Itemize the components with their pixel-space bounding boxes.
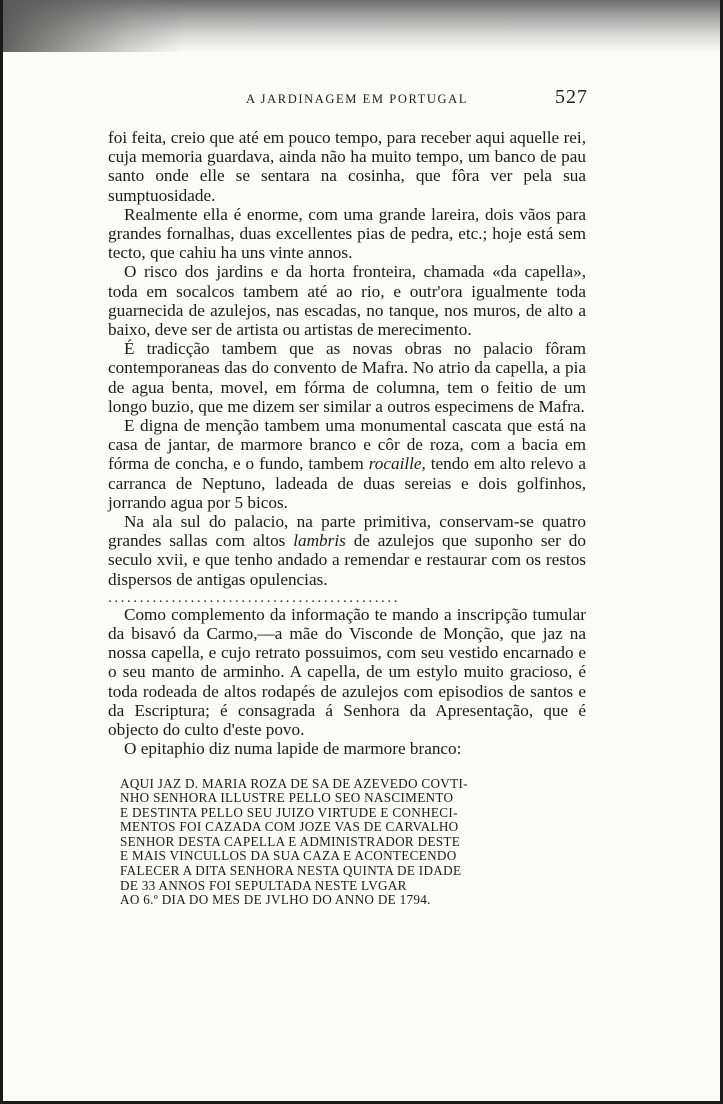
epitaph-line: SENHOR DESTA CAPELLA E ADMINISTRADOR DESTE: [120, 833, 461, 849]
paragraph-text: foi feita, creio que até em pouco tempo, para receber aqui aquelle rei, cuja memoria guardava, ainda não ha muito tempo, um banco de pau santo onde elle se sentara na cosinha, que fôra ver pela sua sumptuosidade.: [108, 128, 586, 205]
paragraph-text: tendo em alto relevo a carranca de Neptuno, ladeada de duas sereias e dois golfinhos, jorrando agua por 5 bicos.: [108, 454, 586, 512]
paragraph-8: [108, 739, 586, 758]
paragraph-text: É tradicção tambem que as novas obras no palacio fôram contemporaneas das do convento de Mafra. No atrio da capella, a pia de agua benta, movel, em fórma de columna, tem o feitio de um longo buzio, que me dizem ser similar a outros especimens de Mafra.: [108, 339, 586, 416]
running-title: A JARDINAGEM EM PORTUGAL: [246, 92, 469, 106]
paragraph-1: [108, 128, 586, 205]
epitaph-line: AO 6.º DIA DO MES DE JVLHO DO ANNO DE 1794.: [120, 892, 431, 908]
paragraph-text: O epitaphio diz numa lapide de marmore branco:: [124, 739, 462, 759]
italic-term-lambris: lambris: [293, 531, 346, 551]
paragraph-6: [108, 512, 586, 589]
epitaph-inscription: [120, 777, 560, 908]
italic-term-rocaille: rocaille,: [368, 454, 426, 474]
paragraph-5: [108, 416, 586, 512]
page-header: [108, 88, 588, 112]
epitaph-line: E MAIS VINCULLOS DA SUA CAZA E ACONTECENDO: [120, 848, 457, 864]
epitaph-line: MENTOS FOI CAZADA COM JOZE VAS DE CARVALHO: [120, 819, 459, 835]
epitaph-line: E DESTINTA PELLO SEU JUIZO VIRTUDE E CONHECI-: [120, 804, 458, 820]
paragraph-text: E digna de menção tambem uma monumental cascata que está na casa de jantar, de marmore branco e côr de roza, com a bacia em fórma de concha, e o fundo, tambem: [108, 416, 586, 474]
paragraph-text: Na ala sul do palacio, na parte primitiva, conservam-se quatro grandes sallas com altos: [108, 512, 586, 551]
paragraph-2: [108, 205, 586, 263]
epitaph-line: DE 33 ANNOS FOI SEPULTADA NESTE LVGAR: [120, 877, 407, 893]
scan-shadow-corner: [3, 0, 183, 52]
epitaph-line: FALECER A DITA SENHORA NESTA QUINTA DE IDADE: [120, 863, 462, 879]
paragraph-4: [108, 339, 586, 416]
paragraph-text: Realmente ella é enorme, com uma grande lareira, dois vãos para grandes fornalhas, duas excellentes pias de pedra, etc.; hoje está sem tecto, que cahiu ha uns vinte annos.: [108, 204, 586, 263]
paragraph-text: Como complemento da informação te mando a inscripção tumular da bisavó da Carmo,—a mãe do Visconde de Monção, que jaz na nossa capella, e cujo retrato possuimos, com seu vestido encarnado e o seu manto de arminho. A capella, de um estylo muito gracioso, é toda rodeada de altos rodapés de azulejos com episodios de santos e da Escriptura; é consagrada á Senhora da Apresentação, que é objecto do culto d'este povo.: [108, 604, 586, 740]
body-text: [108, 128, 586, 908]
paragraph-7: [108, 605, 586, 739]
page-number: 527: [555, 86, 588, 108]
epitaph-line: NHO SENHORA ILLUSTRE PELLO SEO NASCIMENTO: [120, 790, 454, 806]
section-separator: ..............................................: [108, 590, 401, 605]
epitaph-line: AQUI JAZ D. MARIA ROZA DE SA DE AZEVEDO COVTI-: [120, 775, 468, 791]
paragraph-text: de azulejos que suponho ser do seculo xvii, e que tenho andado a remendar e restaurar com os restos dispersos de antigas opulencias.: [108, 531, 586, 589]
paragraph-text: O risco dos jardins e da horta fronteira, chamada «da capella», toda em socalcos tambem até ao rio, e outr'ora igualmente toda guarnecida de azulejos, nas escadas, no tanque, nos muros, de alto a baixo, deve ser de artista ou artistas de merecimento.: [108, 262, 586, 340]
paragraph-3: [108, 262, 586, 339]
